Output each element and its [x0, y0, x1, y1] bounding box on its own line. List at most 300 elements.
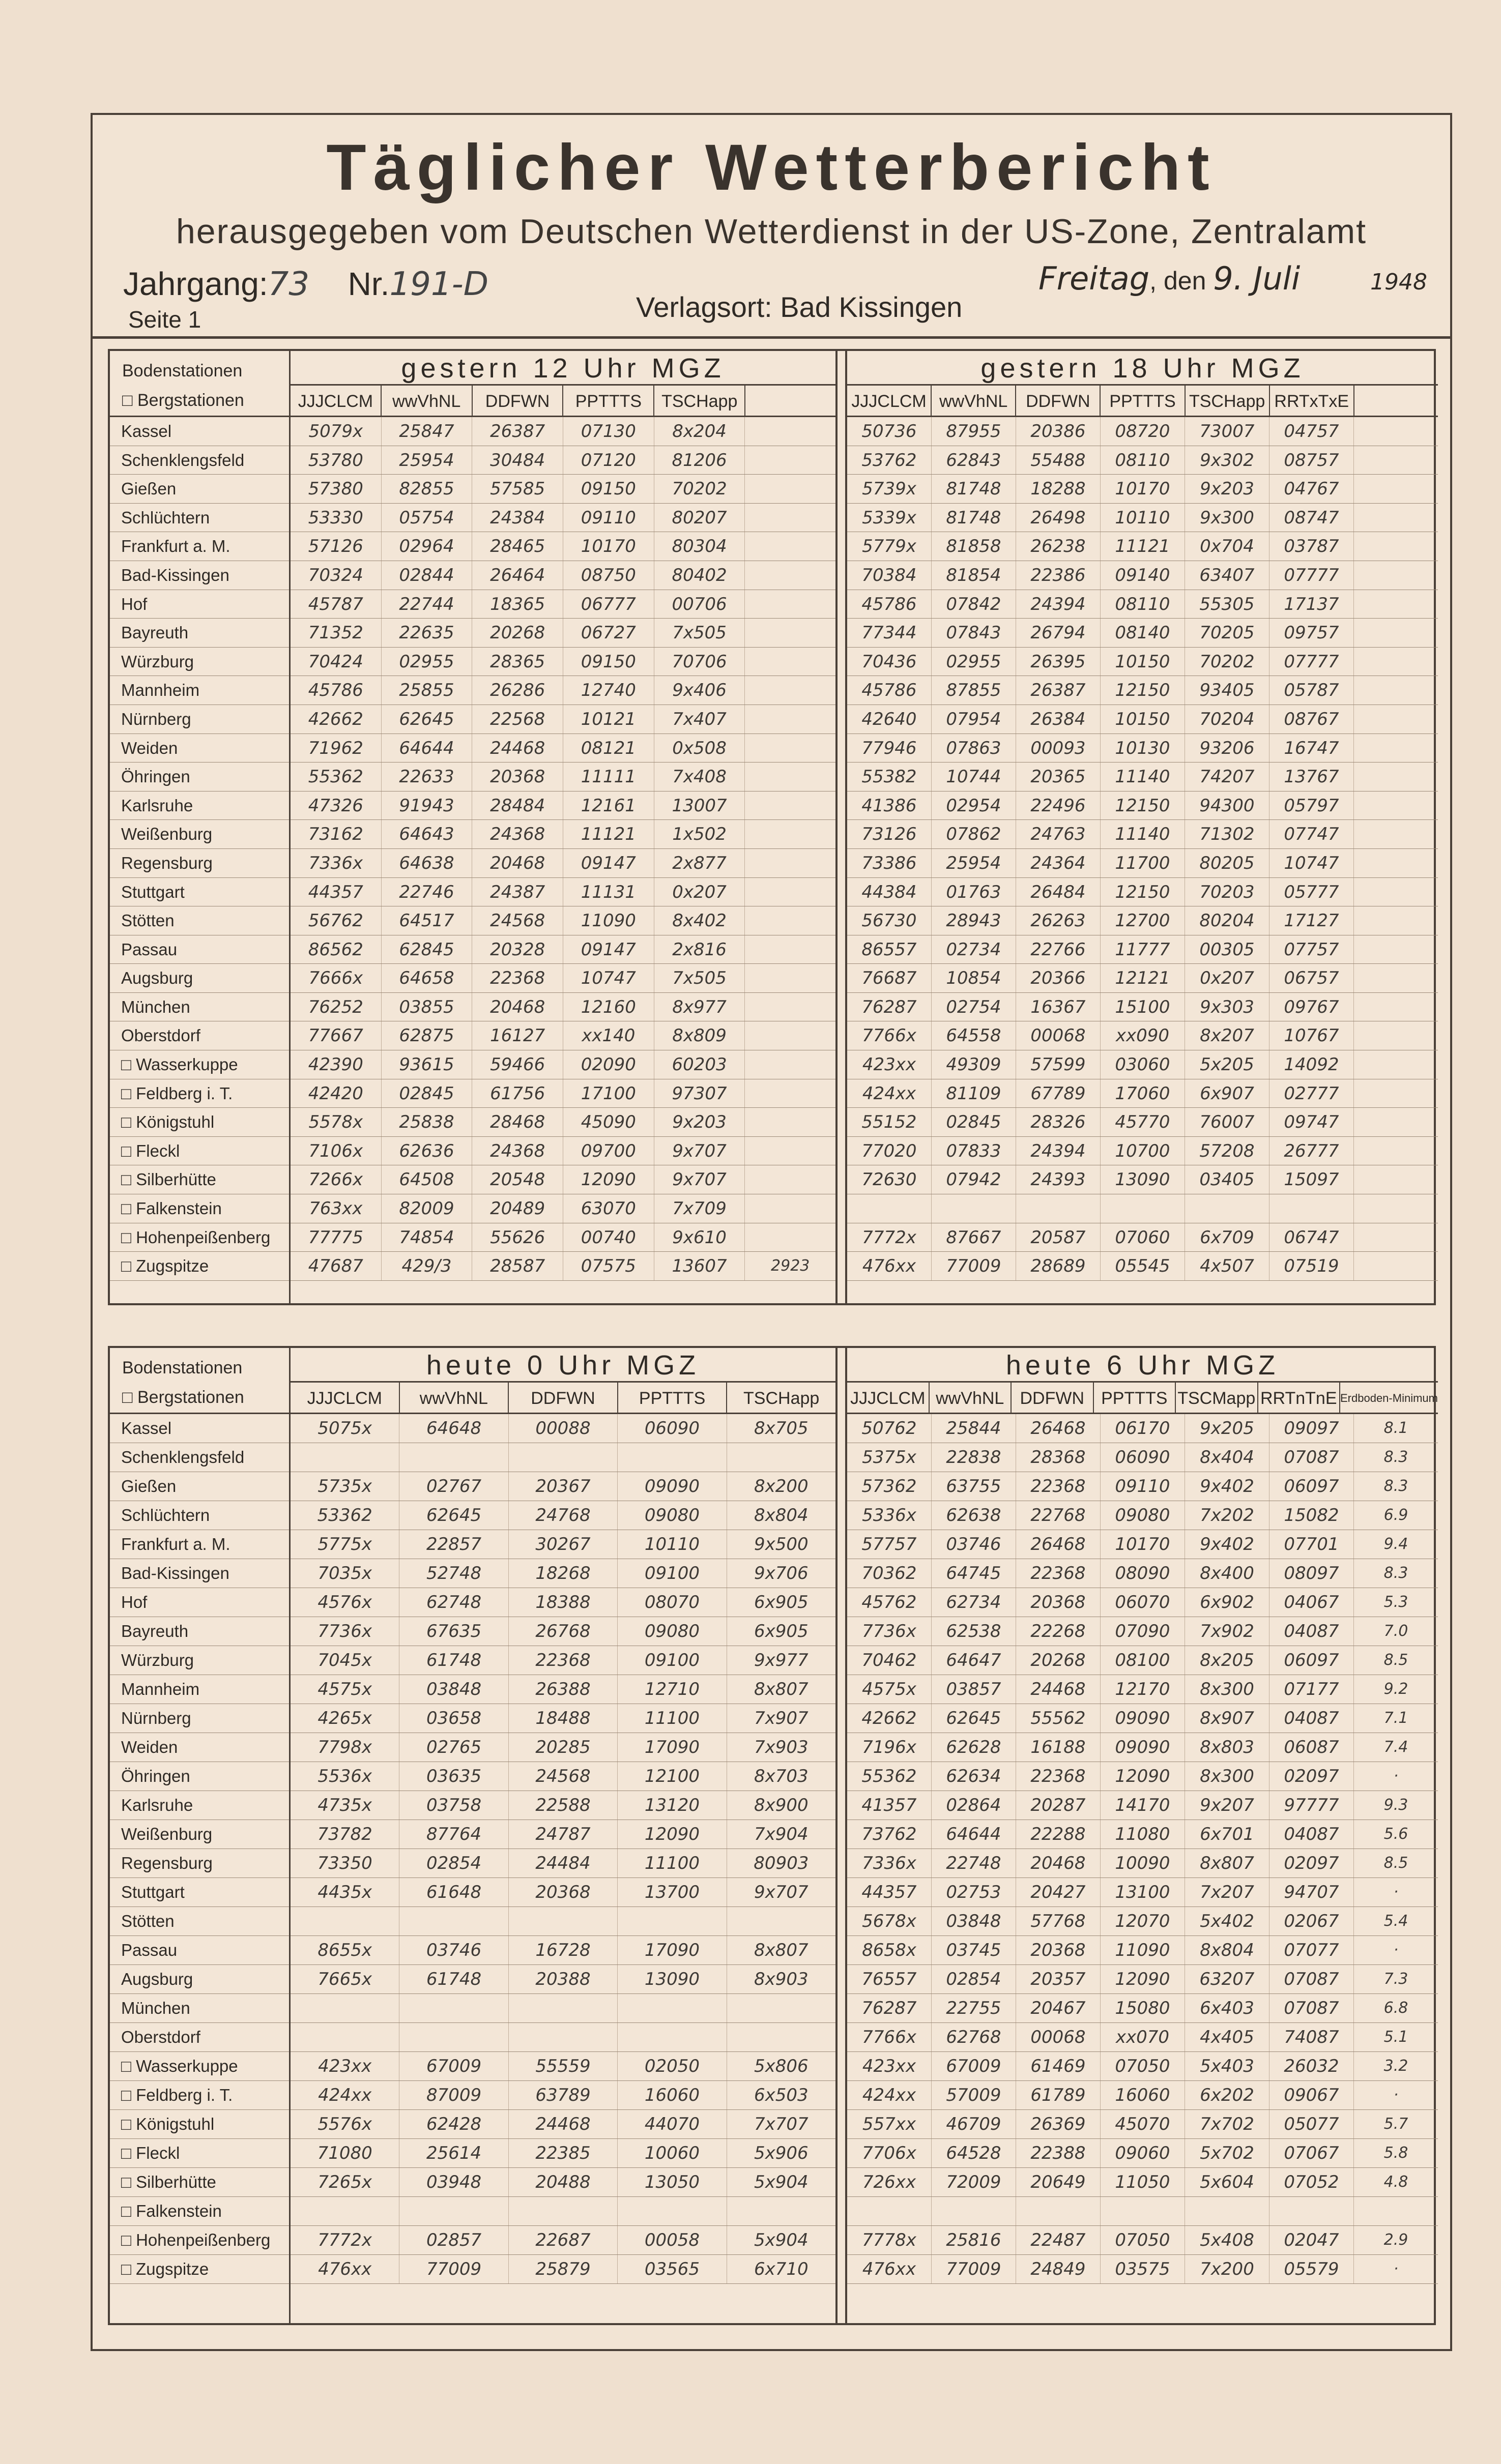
page-number: Seite 1 — [128, 306, 201, 333]
table-cell: 55305 — [1185, 590, 1269, 619]
table-cell — [1354, 446, 1438, 475]
table-cell — [618, 2197, 727, 2225]
table-cell: 18488 — [509, 1704, 618, 1733]
table-cell — [745, 1223, 835, 1252]
table-row — [291, 1849, 835, 1878]
table-cell: 26484 — [1016, 878, 1101, 906]
column-header: JJJCLCM — [291, 1383, 400, 1413]
table-cell: 22288 — [1016, 1820, 1101, 1849]
table-cell — [1354, 1108, 1438, 1136]
table-row — [847, 705, 1438, 734]
column-headers — [847, 386, 1438, 417]
table-cell: 14092 — [1269, 1050, 1354, 1079]
table-cell: 00740 — [563, 1223, 654, 1252]
table-cell: 476xx — [847, 2255, 932, 2283]
table-cell: 57380 — [291, 475, 382, 503]
table-cell: 03857 — [932, 1675, 1016, 1704]
table-row — [847, 1252, 1438, 1281]
table-cell: 42662 — [847, 1704, 932, 1733]
table-cell: 87764 — [399, 1820, 508, 1849]
table-cell — [745, 849, 835, 877]
table-cell: 7706x — [847, 2139, 932, 2167]
table-cell: 9.4 — [1383, 1535, 1408, 1553]
table-cell: 20357 — [1016, 1965, 1101, 1993]
table-cell: 30267 — [509, 1530, 618, 1559]
table-cell: 10170 — [1101, 475, 1185, 503]
table-cell: 03948 — [399, 2168, 508, 2196]
table-cell: 26032 — [1269, 2052, 1354, 2080]
table-cell: 07120 — [563, 446, 654, 475]
table-cell — [1354, 1079, 1438, 1108]
table-cell: 26794 — [1016, 619, 1101, 647]
station-label: Karlsruhe — [110, 1791, 289, 1820]
table-cell: 5x906 — [754, 2143, 809, 2163]
table-cell: 5336x — [847, 1501, 932, 1530]
table-cell: 8x204 — [654, 417, 745, 446]
table-cell: 70362 — [847, 1559, 932, 1588]
table-cell: 53762 — [847, 446, 932, 475]
table-cell: 64643 — [382, 820, 473, 848]
table-cell: 18268 — [509, 1559, 618, 1588]
table-cell: 9x302 — [1185, 446, 1269, 475]
station-label: Bayreuth — [110, 619, 289, 648]
table-row — [291, 1137, 835, 1166]
table-cell: 73762 — [847, 1820, 932, 1849]
table-cell: 03746 — [399, 1936, 508, 1964]
table-row — [291, 906, 835, 935]
table-row — [847, 2168, 1438, 2197]
table-cell — [1269, 1194, 1354, 1223]
table-cell: 80207 — [654, 504, 745, 532]
station-label: Oberstdorf — [110, 2023, 289, 2052]
table-cell: 5x604 — [1185, 2168, 1269, 2196]
column-header — [745, 386, 835, 416]
table-cell: 07060 — [1101, 1223, 1185, 1252]
table-cell: 20587 — [1016, 1223, 1101, 1252]
table-cell: 42420 — [291, 1079, 382, 1108]
table-cell: 5x904 — [754, 2230, 809, 2250]
table-cell: 11080 — [1101, 1820, 1185, 1849]
table-row — [291, 1021, 835, 1050]
table-cell: 00305 — [1185, 935, 1269, 964]
table-cell: 77009 — [932, 1252, 1016, 1280]
table-cell: 49309 — [932, 1050, 1016, 1079]
table-cell: 55559 — [509, 2052, 618, 2080]
table-row — [847, 2023, 1438, 2052]
table-cell: 28368 — [1016, 1443, 1101, 1472]
table-cell: 09110 — [563, 504, 654, 532]
table-cell: 71962 — [291, 734, 382, 762]
table-cell: 05787 — [1269, 676, 1354, 705]
table-cell: 02777 — [1269, 1079, 1354, 1108]
table-cell — [745, 705, 835, 734]
table-cell: 70202 — [654, 475, 745, 503]
table-cell — [745, 590, 835, 619]
table-cell: 93206 — [1185, 734, 1269, 762]
table-cell: 02844 — [382, 561, 473, 590]
table-cell: xx090 — [1101, 1021, 1185, 1050]
column-header: DDFWN — [509, 1383, 618, 1413]
table-cell: 09060 — [1101, 2139, 1185, 2167]
station-label: Gießen — [110, 475, 289, 504]
station-label: München — [110, 993, 289, 1022]
table-cell: 5678x — [847, 1907, 932, 1935]
table-cell — [1354, 1252, 1438, 1280]
table-row — [847, 1588, 1438, 1617]
table-row — [291, 1675, 835, 1704]
table-cell: 45770 — [1101, 1108, 1185, 1136]
table-cell: 45762 — [847, 1588, 932, 1617]
table-cell: 08090 — [1101, 1559, 1185, 1588]
column-header: PPTTTS — [1101, 386, 1185, 416]
table-cell: 08140 — [1101, 619, 1185, 647]
table-cell: 00058 — [618, 2226, 727, 2254]
station-label: Bad-Kissingen — [110, 561, 289, 590]
station-label: □ Silberhütte — [110, 2168, 289, 2197]
table-cell: 64644 — [932, 1820, 1016, 1849]
table-cell: 8658x — [847, 1936, 932, 1964]
table-row — [847, 2255, 1438, 2284]
table-cell: 20489 — [472, 1194, 563, 1223]
table-row — [847, 1530, 1438, 1559]
table-cell: 16747 — [1269, 734, 1354, 762]
table-cell: 70204 — [1185, 705, 1269, 734]
table-cell: 7035x — [291, 1559, 399, 1588]
table-row — [847, 935, 1438, 964]
table-cell: 80402 — [654, 561, 745, 590]
table-row — [291, 1617, 835, 1646]
table-cell: 00068 — [1016, 2023, 1101, 2051]
column-header: wwVhNL — [382, 386, 473, 416]
table-cell — [1354, 762, 1438, 791]
table-cell — [932, 2197, 1016, 2225]
table-cell: 20368 — [1016, 1936, 1101, 1964]
column-header: TSCHapp — [1186, 386, 1270, 416]
table-cell: 9x203 — [1185, 475, 1269, 503]
table-row — [847, 1050, 1438, 1079]
table-cell: 07777 — [1269, 561, 1354, 590]
table-cell: 03565 — [618, 2255, 727, 2283]
table-cell: 424xx — [847, 1079, 932, 1108]
table-cell: 45070 — [1101, 2110, 1185, 2138]
station-label: Weißenburg — [110, 1820, 289, 1849]
table-cell: 05077 — [1269, 2110, 1354, 2138]
table-cell — [1354, 504, 1438, 532]
table-row — [847, 849, 1438, 878]
table-cell: 00068 — [1016, 1021, 1101, 1050]
table-cell: 09147 — [563, 849, 654, 877]
table-cell: 70324 — [291, 561, 382, 590]
station-label: Bad-Kissingen — [110, 1559, 289, 1588]
table-cell: 62628 — [932, 1733, 1016, 1762]
table-row — [847, 964, 1438, 993]
table-cell: 24394 — [1016, 590, 1101, 619]
table-cell: 6x202 — [1185, 2081, 1269, 2109]
table-row — [291, 1878, 835, 1907]
table-cell: 5578x — [291, 1108, 382, 1136]
table-cell: 02753 — [932, 1878, 1016, 1906]
table-cell: 20548 — [472, 1165, 563, 1194]
table-cell — [1354, 964, 1438, 992]
table-cell: 13767 — [1269, 762, 1354, 791]
table-cell — [399, 1994, 508, 2022]
table-cell: 02765 — [399, 1733, 508, 1762]
table-cell — [745, 762, 835, 791]
table-cell: 53780 — [291, 446, 382, 475]
table-cell: 77344 — [847, 619, 932, 647]
table-cell: 86557 — [847, 935, 932, 964]
table-row — [847, 532, 1438, 561]
table-cell: 57757 — [847, 1530, 932, 1559]
table-cell: 44384 — [847, 878, 932, 906]
table-cell: 03658 — [399, 1704, 508, 1733]
table-cell: 12090 — [563, 1165, 654, 1194]
table-cell: 20468 — [1016, 1849, 1101, 1878]
table-row — [291, 676, 835, 705]
table-cell — [399, 1443, 508, 1472]
table-row — [847, 2081, 1438, 2110]
table-row — [291, 791, 835, 820]
bergstationen-label: □ Bergstationen — [122, 391, 244, 410]
table-row — [291, 1079, 835, 1108]
table-cell: 26768 — [509, 1617, 618, 1646]
table-cell: 71352 — [291, 619, 382, 647]
bodenstationen-label: Bodenstationen — [122, 1358, 243, 1377]
table-cell: 22635 — [382, 619, 473, 647]
table-cell: 02050 — [618, 2052, 727, 2080]
table-cell: 26238 — [1016, 532, 1101, 561]
table-cell: 07777 — [1269, 648, 1354, 676]
table-cell — [745, 820, 835, 848]
table-row — [291, 1559, 835, 1588]
table-cell: 55362 — [291, 762, 382, 791]
table-row — [847, 993, 1438, 1022]
table-cell: 80205 — [1185, 849, 1269, 877]
table-cell: 77775 — [291, 1223, 382, 1252]
table-cell: 7196x — [847, 1733, 932, 1762]
table-cell: 04067 — [1269, 1588, 1354, 1617]
table-cell — [745, 1194, 835, 1223]
table-cell: 9x977 — [754, 1650, 809, 1670]
station-label: Augsburg — [110, 1965, 289, 1994]
table-cell: 8.5 — [1383, 1651, 1408, 1669]
today-section — [108, 1346, 1436, 2325]
table-row — [291, 446, 835, 475]
table-cell — [745, 935, 835, 964]
table-cell: 07575 — [563, 1252, 654, 1280]
table-cell: 4735x — [291, 1791, 399, 1820]
table-cell: 82855 — [382, 475, 473, 503]
table-row — [291, 1108, 835, 1137]
station-label: □ Hohenpeißenberg — [110, 2226, 289, 2255]
column-headers — [291, 1383, 835, 1414]
table-cell: 07087 — [1269, 1994, 1354, 2022]
table-cell: 57126 — [291, 532, 382, 561]
table-cell — [1354, 1194, 1438, 1223]
table-row — [291, 2081, 835, 2110]
table-cell: 63070 — [563, 1194, 654, 1223]
table-row — [291, 1791, 835, 1820]
column-header: RRTnTnE — [1258, 1383, 1341, 1413]
table-cell — [1185, 2197, 1269, 2225]
table-cell: 7x903 — [754, 1737, 809, 1757]
table-cell: 15082 — [1269, 1501, 1354, 1530]
table-cell: 28465 — [472, 532, 563, 561]
table-row — [847, 446, 1438, 475]
table-cell: 70424 — [291, 648, 382, 676]
table-cell: 423xx — [847, 2052, 932, 2080]
table-cell: 10150 — [1101, 648, 1185, 676]
table-cell: 07701 — [1269, 1530, 1354, 1559]
table-cell: 11777 — [1101, 935, 1185, 964]
station-label: Oberstdorf — [110, 1021, 289, 1050]
table-row — [291, 1646, 835, 1675]
table-cell: 10090 — [1101, 1849, 1185, 1878]
table-cell: 22588 — [509, 1791, 618, 1820]
table-cell: 9x402 — [1185, 1472, 1269, 1501]
table-cell: 70202 — [1185, 648, 1269, 676]
table-row — [291, 2139, 835, 2168]
column-header: JJJCLCM — [847, 386, 932, 416]
table-cell: xx070 — [1101, 2023, 1185, 2051]
table-cell: 76557 — [847, 1965, 932, 1993]
table-cell: 06090 — [618, 1414, 727, 1443]
station-label: Bayreuth — [110, 1617, 289, 1646]
table-row — [847, 762, 1438, 791]
table-cell: 55362 — [847, 1762, 932, 1791]
table-cell: 7x904 — [754, 1824, 809, 1844]
table-cell: 5x408 — [1185, 2226, 1269, 2254]
table-cell: 76287 — [847, 993, 932, 1021]
table-cell — [1354, 561, 1438, 590]
table-cell: 20386 — [1016, 417, 1101, 446]
table-cell: 7106x — [291, 1137, 382, 1165]
table-cell — [1354, 2197, 1438, 2225]
table-cell: 763xx — [291, 1194, 382, 1223]
station-label: Stuttgart — [110, 878, 289, 907]
table-cell: 5775x — [291, 1530, 399, 1559]
station-label: Gießen — [110, 1472, 289, 1501]
table-row — [291, 475, 835, 504]
table-cell: 10747 — [563, 964, 654, 992]
table-cell: 30484 — [472, 446, 563, 475]
table-cell: 67009 — [399, 2052, 508, 2080]
table-row — [291, 1530, 835, 1559]
table-cell: 55382 — [847, 762, 932, 791]
table-cell: 28484 — [472, 791, 563, 820]
table-cell: 05797 — [1269, 791, 1354, 820]
table-row — [291, 705, 835, 734]
table-cell: 55626 — [472, 1223, 563, 1252]
table-cell: 5375x — [847, 1443, 932, 1472]
table-cell: 8x300 — [1185, 1762, 1269, 1791]
table-cell: 18388 — [509, 1588, 618, 1617]
table-cell — [1016, 1194, 1101, 1223]
table-row — [291, 1501, 835, 1530]
nr-label: Nr. — [348, 266, 390, 302]
table-cell: 62428 — [399, 2110, 508, 2138]
table-cell: 10747 — [1269, 849, 1354, 877]
table-cell: 06727 — [563, 619, 654, 647]
date: 9. Juli — [1213, 260, 1301, 297]
table-cell: 6x902 — [1185, 1588, 1269, 1617]
table-cell: 423xx — [847, 1050, 932, 1079]
table-cell: 20367 — [509, 1472, 618, 1501]
table-cell: 70205 — [1185, 619, 1269, 647]
table-cell: 6x907 — [1185, 1079, 1269, 1108]
table-row — [847, 878, 1438, 907]
table-cell — [745, 1165, 835, 1194]
table-cell: 5x403 — [1185, 2052, 1269, 2080]
table-cell: 67009 — [932, 2052, 1016, 2080]
table-cell — [727, 2023, 835, 2051]
table-cell: 8x807 — [754, 1679, 809, 1699]
table-cell: 09090 — [1101, 1733, 1185, 1762]
table-cell: 22368 — [1016, 1559, 1101, 1588]
table-cell: 70384 — [847, 561, 932, 590]
column-header: wwVhNL — [930, 1383, 1012, 1413]
table-cell: 77009 — [399, 2255, 508, 2283]
table-row — [291, 1965, 835, 1994]
table-cell: 07842 — [932, 590, 1016, 619]
table-cell — [745, 561, 835, 590]
table-row — [291, 2052, 835, 2081]
column-header: PPTTTS — [563, 386, 654, 416]
table-cell: 62768 — [932, 2023, 1016, 2051]
table-cell: 12150 — [1101, 878, 1185, 906]
table-cell: 61469 — [1016, 2052, 1101, 2080]
station-label: □ Falkenstein — [110, 2197, 289, 2226]
table-row — [291, 2226, 835, 2255]
table-cell: 41357 — [847, 1791, 932, 1820]
table-cell: 64508 — [382, 1165, 473, 1194]
table-cell: 06170 — [1101, 1414, 1185, 1443]
table-row — [847, 2052, 1438, 2081]
station-label: □ Silberhütte — [110, 1165, 289, 1194]
column-header: DDFWN — [473, 386, 564, 416]
table-cell: 20368 — [1016, 1588, 1101, 1617]
table-row — [847, 1108, 1438, 1137]
table-cell — [745, 734, 835, 762]
station-label: □ Falkenstein — [110, 1194, 289, 1223]
table-cell: 67789 — [1016, 1079, 1101, 1108]
table-cell: 02734 — [932, 935, 1016, 964]
table-row — [847, 906, 1438, 935]
table-cell: 476xx — [847, 1252, 932, 1280]
table-cell: 25844 — [932, 1414, 1016, 1443]
table-cell — [1354, 849, 1438, 877]
table-row — [291, 878, 835, 907]
table-cell: 16188 — [1016, 1733, 1101, 1762]
table-cell: 18288 — [1016, 475, 1101, 503]
table-row — [847, 1165, 1438, 1194]
table-cell: 20368 — [509, 1878, 618, 1906]
table-cell: 20366 — [1016, 964, 1101, 992]
station-label: Kassel — [110, 417, 289, 446]
table-cell: 63207 — [1185, 1965, 1269, 1993]
table-cell: 6x403 — [1185, 1994, 1269, 2022]
table-cell: 73386 — [847, 849, 932, 877]
table-cell: 46709 — [932, 2110, 1016, 2138]
table-cell: 20427 — [1016, 1878, 1101, 1906]
year: 1948 — [1370, 269, 1427, 295]
table-cell — [745, 878, 835, 906]
table-cell: 93615 — [382, 1050, 473, 1079]
table-cell — [847, 2197, 932, 2225]
table-cell: 8x703 — [754, 1766, 809, 1786]
table-cell: 64658 — [382, 964, 473, 992]
table-cell: 9x707 — [654, 1165, 745, 1194]
